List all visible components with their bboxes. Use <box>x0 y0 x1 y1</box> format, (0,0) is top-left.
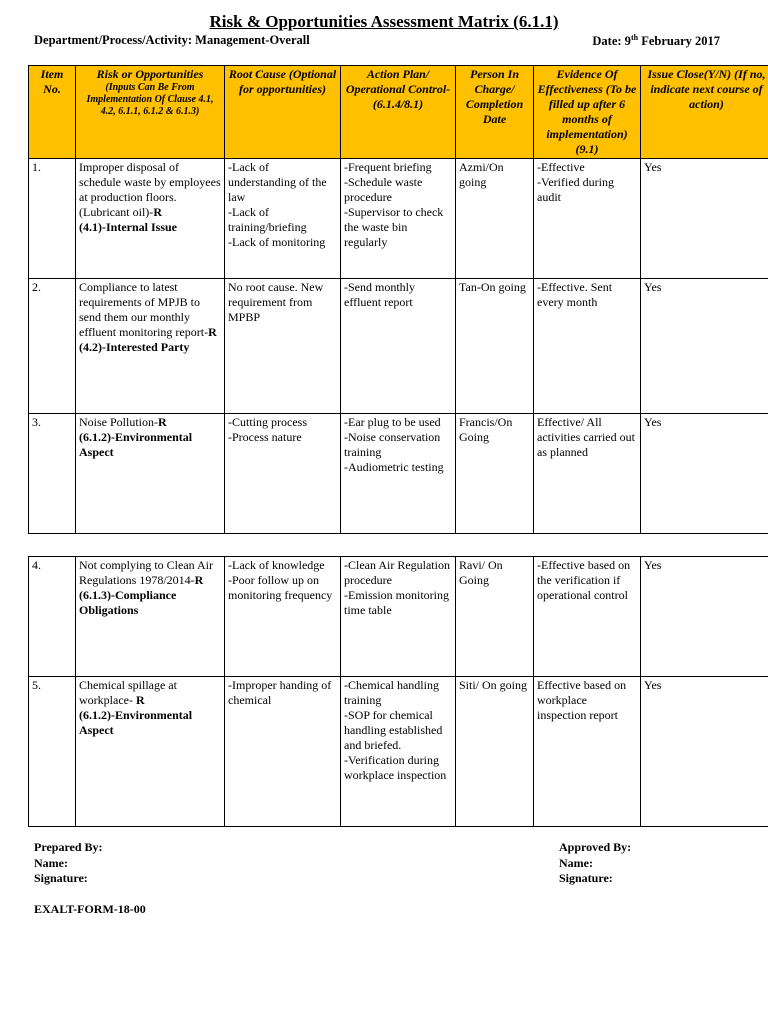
cell-issue: Yes <box>641 279 768 414</box>
approved-block <box>559 840 631 887</box>
cell-risk: Not complying to Clean Air Regulations 1978/2014-R (6.1.3)-Compliance Obligations <box>76 557 225 677</box>
cell-risk: Compliance to latest requirements of MPJB to send them our monthly effluent monitoring report-R (4.2)-Interested Party <box>76 279 225 414</box>
cell-evidence: -Effective -Verified during audit <box>534 159 641 279</box>
cell-evidence: -Effective. Sent every month <box>534 279 641 414</box>
date-label: Date: 9th February 2017 <box>592 33 720 49</box>
cell-no: 3. <box>29 414 76 534</box>
table-row <box>29 159 768 279</box>
table-row <box>29 414 768 534</box>
risk-matrix-table-continued <box>28 556 768 827</box>
cell-action: -Clean Air Regulation procedure -Emission monitoring time table <box>341 557 456 677</box>
form-code: EXALT-FORM-18-00 <box>34 902 146 916</box>
cell-root: -Cutting process -Process nature <box>225 414 341 534</box>
cell-action: -Send monthly effluent report <box>341 279 456 414</box>
prepared-signature-label: Signature: <box>34 871 88 885</box>
table-row <box>29 557 768 677</box>
cell-risk: Noise Pollution-R (6.1.2)-Environmental Aspect <box>76 414 225 534</box>
table-header-row <box>29 66 768 159</box>
cell-root: -Lack of knowledge -Poor follow up on monitoring frequency <box>225 557 341 677</box>
cell-person: Tan-On going <box>456 279 534 414</box>
table-row <box>29 677 768 827</box>
col-root-cause: Root Cause (Optional for opportunities) <box>225 66 341 159</box>
prepared-by-label: Prepared By: <box>34 840 103 854</box>
col-action-plan: Action Plan/ Operational Control- (6.1.4/8.1) <box>341 66 456 159</box>
document-title: Risk & Opportunities Assessment Matrix (6.1.1) <box>209 12 559 31</box>
cell-issue: Yes <box>641 677 768 827</box>
cell-person: Azmi/On going <box>456 159 534 279</box>
cell-root: -Improper handing of chemical <box>225 677 341 827</box>
prepared-name-label: Name: <box>34 855 68 870</box>
cell-evidence: -Effective based on the verification if operational control <box>534 557 641 677</box>
cell-action: -Chemical handling training -SOP for chemical handling established and briefed. -Verification during workplace inspection <box>341 677 456 827</box>
prepared-block <box>34 840 103 887</box>
cell-evidence: Effective based on workplace inspection report <box>534 677 641 827</box>
cell-root: -Lack of understanding of the law -Lack of training/briefing -Lack of monitoring <box>225 159 341 279</box>
risk-matrix-table <box>28 65 768 534</box>
cell-issue: Yes <box>641 414 768 534</box>
cell-person: Francis/On Going <box>456 414 534 534</box>
department-label: Department/Process/Activity: Management-Overall <box>34 33 310 47</box>
cell-no: 1. <box>29 159 76 279</box>
col-risk-note: (Inputs Can Be From Implementation Of Clause 4.1, 4.2, 6.1.1, 6.1.2 & 6.1.3) <box>86 82 214 117</box>
approved-signature-label: Signature: <box>559 871 613 885</box>
table-row <box>29 279 768 414</box>
col-person: Person In Charge/ Completion Date <box>456 66 534 159</box>
col-evidence: Evidence Of Effectiveness (To be filled up after 6 months of implementation) (9.1) <box>534 66 641 159</box>
cell-issue: Yes <box>641 159 768 279</box>
cell-no: 4. <box>29 557 76 677</box>
col-issue-close: Issue Close(Y/N) (If no, indicate next course of action) <box>641 66 768 159</box>
approved-by-label: Approved By: <box>559 840 632 854</box>
cell-person: Ravi/ On Going <box>456 557 534 677</box>
cell-action: -Frequent briefing -Schedule waste procedure -Supervisor to check the waste bin regularly <box>341 159 456 279</box>
col-risk: Risk or Opportunities (Inputs Can Be From Implementation Of Clause 4.1, 4.2, 6.1.1, 6.1.2 & 6.1.3) <box>76 66 225 159</box>
cell-action: -Ear plug to be used -Noise conservation training -Audiometric testing <box>341 414 456 534</box>
cell-risk: Chemical spillage at workplace- R (6.1.2)-Environmental Aspect <box>76 677 225 827</box>
cell-no: 5. <box>29 677 76 827</box>
cell-risk: Improper disposal of schedule waste by employees at production floors. (Lubricant oil)-R (4.1)-Internal Issue <box>76 159 225 279</box>
cell-no: 2. <box>29 279 76 414</box>
cell-person: Siti/ On going <box>456 677 534 827</box>
cell-root: No root cause. New requirement from MPBP <box>225 279 341 414</box>
approved-name-label: Name: <box>559 855 593 870</box>
cell-issue: Yes <box>641 557 768 677</box>
col-item-no: Item No. <box>29 66 76 159</box>
cell-evidence: Effective/ All activities carried out as planned <box>534 414 641 534</box>
